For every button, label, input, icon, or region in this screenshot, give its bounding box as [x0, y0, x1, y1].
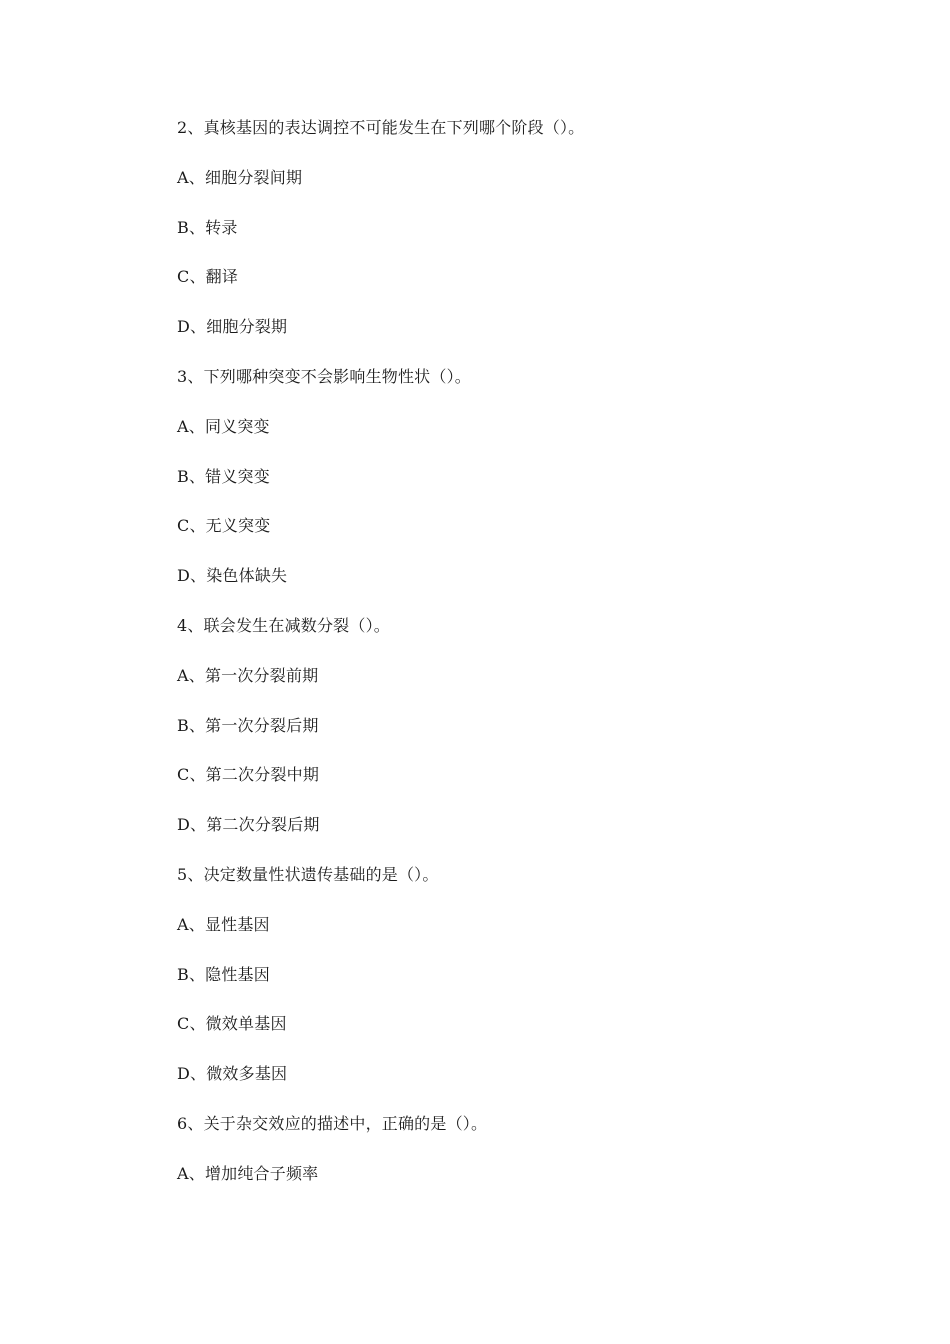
- question-3-option-b: B、错义突变: [177, 466, 270, 486]
- question-4: 4、联会发生在减数分裂（）。: [177, 615, 390, 635]
- question-4-option-a: A、第一次分裂前期: [177, 665, 319, 685]
- question-6: 6、关于杂交效应的描述中，正确的是（）。: [177, 1113, 488, 1133]
- question-5-option-c: C、微效单基因: [177, 1014, 287, 1034]
- question-6-option-a: A、增加纯合子频率: [177, 1163, 319, 1183]
- question-5-option-b: B、隐性基因: [177, 964, 270, 984]
- question-3-option-c: C、无义突变: [177, 516, 271, 536]
- question-2-option-d: D、细胞分裂期: [177, 317, 288, 337]
- question-3: 3、下列哪种突变不会影响生物性状（）。: [177, 366, 471, 386]
- question-3-option-a: A、同义突变: [177, 416, 270, 436]
- question-3-option-d: D、染色体缺失: [177, 566, 288, 586]
- question-5: 5、决定数量性状遗传基础的是（）。: [177, 864, 439, 884]
- question-5-option-d: D、微效多基因: [177, 1064, 288, 1084]
- question-2-option-a: A、细胞分裂间期: [177, 167, 303, 187]
- question-list: [177, 116, 877, 1212]
- question-2-option-c: C、翻译: [177, 267, 239, 287]
- question-4-option-c: C、第二次分裂中期: [177, 765, 320, 785]
- question-4-option-b: B、第一次分裂后期: [177, 715, 319, 735]
- question-5-option-a: A、显性基因: [177, 914, 270, 934]
- question-4-option-d: D、第二次分裂后期: [177, 815, 320, 835]
- question-2-option-b: B、转录: [177, 217, 238, 237]
- question-2: 2、真核基因的表达调控不可能发生在下列哪个阶段（）。: [177, 118, 585, 137]
